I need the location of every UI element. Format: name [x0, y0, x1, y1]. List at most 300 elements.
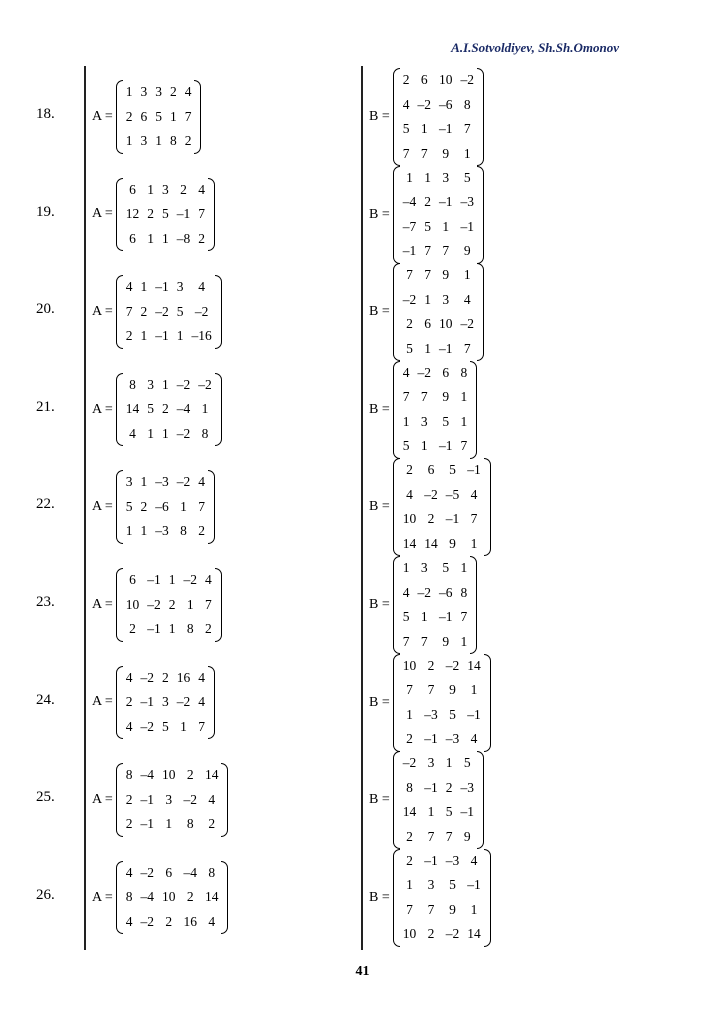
matrix-row — [399, 556, 472, 581]
matrix-cell: 1 — [424, 291, 431, 307]
matrix-cell: 1 — [161, 425, 169, 441]
matrix-row — [399, 630, 472, 655]
matrix-cell: –2 — [198, 376, 212, 392]
matrix-cell: –1 — [140, 816, 154, 832]
matrix-row — [122, 812, 223, 837]
matrix-a — [116, 763, 229, 837]
matrix-row — [399, 337, 478, 362]
matrix-cell: 1 — [402, 413, 410, 429]
matrix-cell: 7 — [402, 389, 410, 405]
matrix-b-equals-label: B = — [369, 889, 390, 905]
matrix-cell: –8 — [176, 230, 191, 246]
matrix-cell: –1 — [155, 279, 169, 295]
matrix-cell: 2 — [406, 731, 413, 747]
matrix-cell: –3 — [460, 779, 474, 795]
matrix-cell: –2 — [176, 425, 191, 441]
matrix-cell: 7 — [184, 108, 192, 124]
matrix-cell: 4 — [125, 669, 133, 685]
matrix-cell: 9 — [442, 389, 450, 405]
matrix-cell: –2 — [140, 718, 154, 734]
matrix-cell: 7 — [198, 206, 205, 222]
matrix-cell: –3 — [445, 852, 460, 868]
matrix-row — [122, 324, 216, 349]
matrix-row — [399, 507, 485, 532]
matrix-cell: 5 — [424, 218, 431, 234]
matrix-cell: –1 — [147, 572, 161, 587]
matrix-cell: –2 — [445, 926, 460, 942]
matrix-cell: –1 — [460, 218, 474, 234]
matrix-b-equals-label: B = — [369, 499, 390, 515]
problem-row — [0, 556, 725, 654]
matrix-cell: 8 — [129, 376, 136, 392]
matrix-a — [116, 275, 222, 349]
matrix-cell: –1 — [147, 621, 161, 636]
matrix-cell: 5 — [161, 206, 169, 222]
matrix-cell: –2 — [140, 913, 154, 929]
matrix-cell: 8 — [186, 816, 194, 832]
matrix-b-block — [369, 458, 491, 556]
matrix-a — [116, 178, 215, 252]
matrix-cell: 4 — [129, 425, 136, 441]
matrix-cell: 12 — [125, 206, 140, 222]
matrix-cell: 8 — [460, 364, 468, 380]
matrix-cell: 8 — [460, 584, 468, 600]
problem-number: 22. — [36, 496, 55, 513]
matrix-cell: 5 — [406, 340, 413, 356]
matrix-cell: 14 — [204, 767, 219, 783]
matrix-a-block — [92, 178, 215, 252]
problem-number: 25. — [36, 789, 55, 806]
matrix-row — [122, 397, 216, 422]
matrix-row — [122, 885, 223, 910]
matrix-cell: 3 — [155, 84, 162, 99]
matrix-cell: 3 — [140, 133, 148, 148]
matrix-a-equals-label: A = — [92, 499, 113, 515]
matrix-cell: 4 — [208, 791, 216, 807]
matrix-cell: 7 — [406, 901, 413, 917]
matrix-b-equals-label: B = — [369, 109, 390, 124]
matrix-cell: 9 — [463, 828, 471, 844]
matrix-cell: 10 — [161, 889, 176, 905]
matrix-cell: –4 — [183, 864, 197, 880]
matrix-cell: 1 — [125, 523, 133, 539]
problem-row — [0, 166, 725, 264]
matrix-cell: –16 — [191, 328, 212, 344]
matrix-row — [399, 483, 485, 508]
matrix-cell: 1 — [155, 133, 162, 148]
problem-row — [0, 849, 725, 947]
matrix-a-block — [92, 470, 215, 544]
matrix-row — [399, 239, 478, 264]
page-number: 41 — [355, 964, 370, 979]
matrix-cell: 4 — [198, 474, 205, 490]
matrix-cell: 7 — [406, 682, 413, 698]
matrix-cell: 2 — [204, 621, 212, 636]
matrix-cell: –1 — [140, 694, 154, 710]
matrix-cell: 6 — [424, 316, 431, 332]
matrix-cell: –2 — [417, 364, 431, 380]
matrix-row — [399, 410, 472, 435]
matrix-cell: –3 — [445, 731, 460, 747]
matrix-cell: 2 — [140, 303, 148, 319]
problem-row — [0, 458, 725, 556]
matrix-cell: 5 — [463, 755, 471, 771]
problem-number: 24. — [36, 691, 55, 708]
matrix-cell: 4 — [402, 584, 410, 600]
matrix-a-equals-label: A = — [92, 303, 113, 319]
matrix-row — [399, 581, 472, 606]
matrix-cell: 4 — [198, 669, 205, 685]
matrix-a-equals-label: A = — [92, 206, 113, 222]
matrix-row — [399, 800, 478, 825]
matrix-a-equals-label: A = — [92, 889, 113, 905]
matrix-cell: 4 — [198, 181, 205, 197]
matrix-cell: –1 — [402, 243, 417, 259]
matrix-cell: –2 — [183, 791, 197, 807]
matrix-cell: –3 — [155, 474, 169, 490]
problem-row — [0, 263, 725, 361]
matrix-cell: –3 — [155, 523, 169, 539]
matrix-cell: 2 — [198, 230, 205, 246]
matrix-row — [399, 434, 472, 459]
matrix-cell: 3 — [176, 279, 184, 295]
matrix-cell: 2 — [427, 926, 435, 942]
matrix-cell: 3 — [442, 169, 450, 185]
matrix-b — [393, 849, 491, 947]
matrix-cell: –1 — [155, 328, 169, 344]
matrix-a-block — [92, 861, 228, 935]
matrix-cell: 1 — [420, 609, 428, 624]
matrix-b — [393, 166, 484, 264]
matrix-cell: 7 — [424, 267, 431, 283]
matrix-cell: 7 — [460, 609, 468, 624]
matrix-row — [399, 142, 478, 167]
matrix-row — [399, 166, 478, 191]
matrix-cell: 5 — [161, 718, 169, 734]
matrix-a — [116, 373, 222, 447]
matrix-cell: 5 — [449, 706, 456, 722]
matrix-cell: 16 — [183, 913, 197, 929]
matrix-cell: 2 — [184, 133, 192, 148]
matrix-b-block — [369, 263, 484, 361]
matrix-cell: 2 — [427, 511, 435, 527]
matrix-cell: 3 — [427, 877, 435, 893]
matrix-a — [116, 80, 202, 154]
matrix-row — [122, 105, 196, 130]
matrix-cell: 2 — [125, 328, 133, 344]
matrix-cell: 2 — [402, 72, 410, 87]
matrix-cell: 2 — [140, 498, 148, 514]
matrix-cell: 10 — [402, 926, 417, 942]
matrix-row — [399, 751, 478, 776]
matrix-cell: 1 — [125, 84, 133, 99]
matrix-cell: 5 — [402, 609, 410, 624]
matrix-row — [399, 776, 478, 801]
matrix-cell: 1 — [406, 706, 413, 722]
matrix-cell: 2 — [445, 779, 453, 795]
matrix-cell: 9 — [449, 901, 456, 917]
matrix-cell: 7 — [204, 596, 212, 612]
matrix-cell: –3 — [424, 706, 438, 722]
matrix-cell: –6 — [438, 96, 453, 112]
matrix-cell: 1 — [463, 145, 471, 161]
matrix-cell: 7 — [427, 901, 435, 917]
matrix-a-equals-label: A = — [92, 596, 113, 612]
matrix-cell: –1 — [438, 121, 453, 136]
matrix-a-block — [92, 373, 222, 447]
matrix-cell: –7 — [402, 218, 417, 234]
matrix-cell: 10 — [438, 316, 453, 332]
matrix-cell: –1 — [467, 877, 481, 893]
matrix-cell: –2 — [140, 864, 154, 880]
matrix-cell: 7 — [420, 145, 428, 161]
matrix-cell: 4 — [125, 864, 133, 880]
matrix-row — [399, 703, 485, 728]
matrix-row — [399, 532, 485, 557]
matrix-cell: 4 — [402, 364, 410, 380]
matrix-cell: 4 — [470, 852, 478, 868]
matrix-cell: –6 — [155, 498, 169, 514]
matrix-row — [122, 763, 223, 788]
matrix-b-equals-label: B = — [369, 597, 390, 612]
matrix-cell: 5 — [155, 108, 162, 124]
matrix-cell: 2 — [406, 852, 413, 868]
matrix-cell: 2 — [169, 84, 177, 99]
matrix-cell: 4 — [470, 486, 478, 502]
matrix-b-block — [369, 751, 484, 849]
matrix-row — [122, 666, 209, 691]
matrix-cell: –1 — [438, 438, 453, 454]
matrix-cell: 7 — [427, 682, 435, 698]
matrix-cell: 4 — [406, 486, 413, 502]
matrix-cell: 6 — [165, 864, 173, 880]
matrix-cell: 9 — [442, 633, 450, 649]
matrix-cell: 7 — [402, 145, 410, 161]
matrix-cell: 2 — [406, 828, 413, 844]
matrix-cell: –2 — [194, 303, 209, 319]
matrix-row — [122, 617, 216, 642]
matrix-cell: 3 — [161, 181, 169, 197]
matrix-cell: 1 — [161, 376, 169, 392]
matrix-a-equals-label: A = — [92, 694, 113, 710]
matrix-row — [122, 300, 216, 325]
matrix-cell: 4 — [125, 279, 133, 295]
matrix-cell: 1 — [168, 621, 176, 636]
matrix-a — [116, 568, 222, 642]
matrix-cell: 1 — [460, 413, 468, 429]
matrix-a-block — [92, 763, 228, 837]
matrix-b — [393, 458, 491, 556]
matrix-row — [399, 727, 485, 752]
matrix-a-block — [92, 80, 201, 154]
matrix-cell: –2 — [417, 96, 431, 112]
matrix-cell: 3 — [420, 413, 428, 429]
matrix-cell: 4 — [184, 84, 192, 99]
matrix-cell: 1 — [180, 498, 187, 514]
matrix-b — [393, 751, 484, 849]
matrix-cell: –4 — [140, 767, 154, 783]
matrix-cell: –2 — [402, 291, 417, 307]
matrix-cell: 1 — [406, 877, 413, 893]
matrix-cell: 1 — [442, 218, 450, 234]
matrix-cell: 1 — [147, 425, 154, 441]
matrix-cell: 7 — [420, 633, 428, 649]
matrix-cell: 1 — [201, 401, 209, 417]
matrix-row — [122, 495, 209, 520]
matrix-cell: –2 — [176, 376, 191, 392]
matrix-cell: 4 — [125, 913, 133, 929]
matrix-cell: 2 — [180, 181, 187, 197]
matrix-cell: 6 — [129, 572, 136, 587]
matrix-cell: 3 — [442, 291, 450, 307]
matrix-cell: –1 — [438, 609, 453, 624]
matrix-row — [399, 385, 472, 410]
matrix-cell: 1 — [140, 279, 148, 295]
matrix-cell: –1 — [460, 804, 474, 820]
matrix-cell: 1 — [165, 816, 173, 832]
matrix-cell: 3 — [147, 376, 154, 392]
matrix-cell: –1 — [424, 731, 438, 747]
problem-number: 26. — [36, 886, 55, 903]
matrix-b — [393, 68, 484, 166]
matrix-cell: 5 — [402, 438, 410, 454]
matrix-cell: –1 — [140, 791, 154, 807]
matrix-cell: 8 — [406, 779, 413, 795]
matrix-cell: 2 — [125, 816, 133, 832]
matrix-cell: 8 — [169, 133, 177, 148]
matrix-cell: –2 — [176, 474, 191, 490]
matrix-cell: 1 — [402, 560, 410, 575]
matrix-cell: –1 — [445, 511, 460, 527]
matrix-cell: 9 — [463, 243, 471, 259]
matrix-row — [122, 568, 216, 593]
problem-number: 18. — [36, 106, 55, 122]
matrix-cell: 1 — [168, 572, 176, 587]
matrix-cell: 1 — [186, 596, 194, 612]
matrix-cell: –2 — [140, 669, 154, 685]
matrix-cell: 5 — [445, 804, 453, 820]
matrix-cell: 2 — [208, 816, 216, 832]
matrix-row — [399, 263, 478, 288]
matrix-cell: –2 — [402, 755, 417, 771]
matrix-cell: 8 — [125, 767, 133, 783]
matrix-cell: 7 — [442, 243, 450, 259]
matrix-row — [399, 654, 485, 679]
matrix-cell: 7 — [460, 438, 468, 454]
matrix-cell: 5 — [176, 303, 184, 319]
matrix-cell: 1 — [460, 560, 468, 575]
matrix-cell: 4 — [402, 96, 410, 112]
matrix-b-equals-label: B = — [369, 206, 390, 222]
matrix-cell: 1 — [470, 535, 478, 551]
matrix-cell: 1 — [147, 181, 154, 197]
matrix-cell: 7 — [463, 340, 471, 356]
matrix-cell: 1 — [147, 230, 154, 246]
matrix-row — [399, 190, 478, 215]
matrix-row — [399, 605, 472, 630]
matrix-b-equals-label: B = — [369, 694, 390, 710]
matrix-cell: 5 — [463, 169, 471, 185]
matrix-cell: 14 — [467, 926, 481, 942]
matrix-cell: 7 — [424, 243, 431, 259]
matrix-cell: 2 — [186, 767, 194, 783]
matrix-cell: –3 — [460, 194, 474, 210]
matrix-row — [122, 470, 209, 495]
matrix-cell: 2 — [424, 194, 431, 210]
matrix-cell: 6 — [427, 462, 435, 478]
matrix-cell: 1 — [427, 804, 435, 820]
matrix-cell: –4 — [402, 194, 417, 210]
matrix-cell: 2 — [186, 889, 194, 905]
matrix-cell: 1 — [176, 328, 184, 344]
matrix-cell: 1 — [470, 682, 478, 698]
matrix-cell: 7 — [198, 498, 205, 514]
matrix-cell: –2 — [417, 584, 431, 600]
problem-row — [0, 654, 725, 752]
matrix-a-equals-label: A = — [92, 401, 113, 417]
matrix-cell: 7 — [198, 718, 205, 734]
matrix-row — [122, 715, 209, 740]
matrix-a — [116, 861, 229, 935]
matrix-row — [399, 849, 485, 874]
matrix-cell: –5 — [445, 486, 460, 502]
matrix-cell: 4 — [208, 913, 216, 929]
matrix-cell: 8 — [201, 425, 209, 441]
matrix-cell: 14 — [424, 535, 438, 551]
problem-number: 20. — [36, 301, 55, 318]
matrix-a — [116, 666, 215, 740]
matrix-cell: –6 — [438, 584, 453, 600]
matrix-cell: –2 — [183, 572, 197, 587]
matrix-cell: –4 — [176, 401, 191, 417]
matrix-b — [393, 556, 478, 654]
matrix-cell: 6 — [129, 230, 136, 246]
matrix-b-equals-label: B = — [369, 304, 390, 320]
matrix-row — [399, 215, 478, 240]
matrix-cell: 5 — [449, 462, 456, 478]
matrix-row — [122, 788, 223, 813]
matrix-cell: –1 — [424, 779, 438, 795]
matrix-b-block — [369, 166, 484, 264]
matrix-cell: –2 — [460, 316, 474, 332]
matrix-b-block — [369, 361, 477, 459]
matrix-cell: 3 — [420, 560, 428, 575]
matrix-row — [122, 690, 209, 715]
matrix-cell: –1 — [176, 206, 191, 222]
matrix-cell: 5 — [442, 413, 450, 429]
matrix-cell: 2 — [198, 523, 205, 539]
matrix-cell: 10 — [402, 511, 417, 527]
matrix-cell: 5 — [402, 121, 410, 136]
matrix-cell: 14 — [402, 535, 417, 551]
matrix-cell: 6 — [420, 72, 428, 87]
matrix-cell: 1 — [125, 133, 133, 148]
matrix-b-block — [369, 556, 477, 654]
matrix-cell: 10 — [438, 72, 453, 87]
matrix-cell: 7 — [125, 303, 133, 319]
matrix-row — [399, 678, 485, 703]
matrix-cell: 3 — [161, 694, 169, 710]
matrix-b — [393, 361, 478, 459]
matrix-cell: 4 — [198, 694, 205, 710]
matrix-cell: 5 — [125, 498, 133, 514]
matrix-cell: 7 — [463, 121, 471, 136]
matrix-row — [399, 458, 485, 483]
matrix-b-block — [369, 68, 484, 166]
matrix-cell: –2 — [445, 657, 460, 673]
matrix-a-block — [92, 666, 215, 740]
matrix-cell: 1 — [470, 901, 478, 917]
